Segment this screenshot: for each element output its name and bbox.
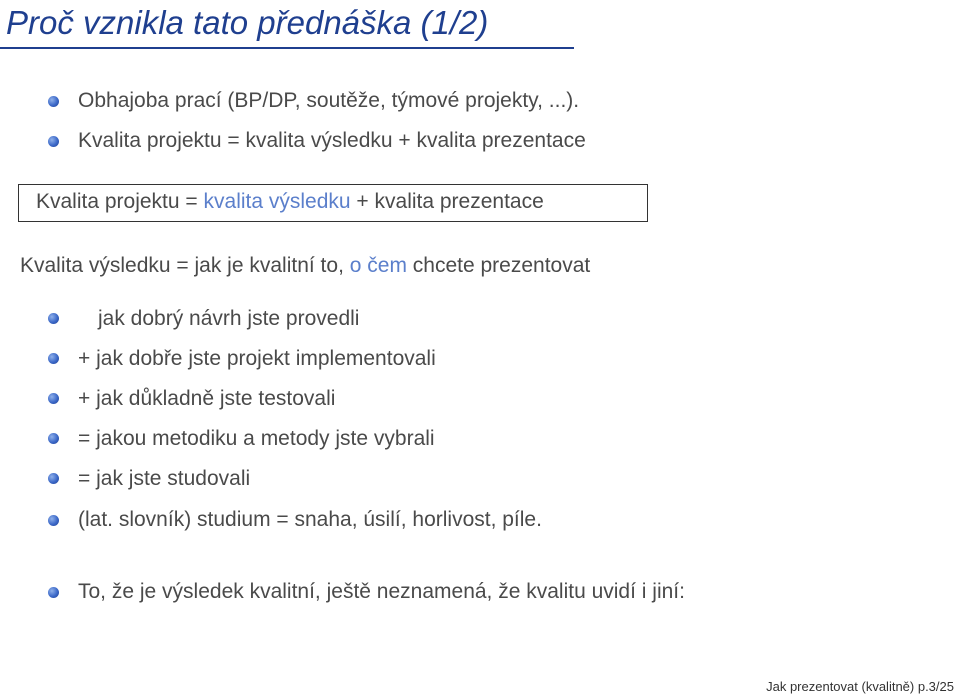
- title-underline: [0, 47, 574, 49]
- quality-line-part3: chcete prezentovat: [406, 254, 591, 277]
- quality-line-highlight: o čem: [349, 254, 407, 277]
- bullet-icon: [48, 353, 59, 364]
- bullet-icon: [48, 136, 59, 147]
- box-text: [36, 190, 544, 214]
- bottom-bullet-text: To, že je výsledek kvalitní, ještě neznamená, že kvalitu uvidí i jiní:: [78, 580, 685, 603]
- sub-bullet-design: jak dobrý návrh jste provedli: [98, 307, 360, 330]
- bullet-text-quality: Kvalita projektu = kvalita výsledku + kvalita prezentace: [78, 129, 586, 152]
- bullet-icon: [48, 587, 59, 598]
- quality-line-part1: Kvalita výsledku = jak je kvalitní to,: [20, 254, 350, 277]
- slide-footer: Jak prezentovat (kvalitně) p.3/25: [766, 679, 954, 694]
- box-text-part3: + kvalita prezentace: [350, 190, 544, 213]
- box-text-part1: Kvalita projektu =: [36, 190, 204, 213]
- bullet-icon: [48, 96, 59, 107]
- bullet-icon: [48, 393, 59, 404]
- bullet-icon: [48, 473, 59, 484]
- bullet-icon: [48, 433, 59, 444]
- sub-bullet-testing: + jak důkladně jste testovali: [78, 387, 336, 410]
- bullet-icon: [48, 515, 59, 526]
- bullet-text-defense: Obhajoba prací (BP/DP, soutěže, týmové projekty, ...).: [78, 89, 580, 112]
- bullet-icon: [48, 313, 59, 324]
- box-text-highlight: kvalita výsledku: [203, 190, 351, 213]
- sub-bullet-implementation: + jak dobře jste projekt implementovali: [78, 347, 436, 370]
- sub-bullet-latin: (lat. slovník) studium = snaha, úsilí, horlivost, píle.: [78, 508, 542, 531]
- quality-line: [20, 254, 590, 278]
- slide-title: Proč vznikla tato přednáška (1/2): [6, 4, 489, 41]
- sub-bullet-study: = jak jste studovali: [78, 467, 251, 490]
- sub-bullet-methodology: = jakou metodiku a metody jste vybrali: [78, 427, 435, 450]
